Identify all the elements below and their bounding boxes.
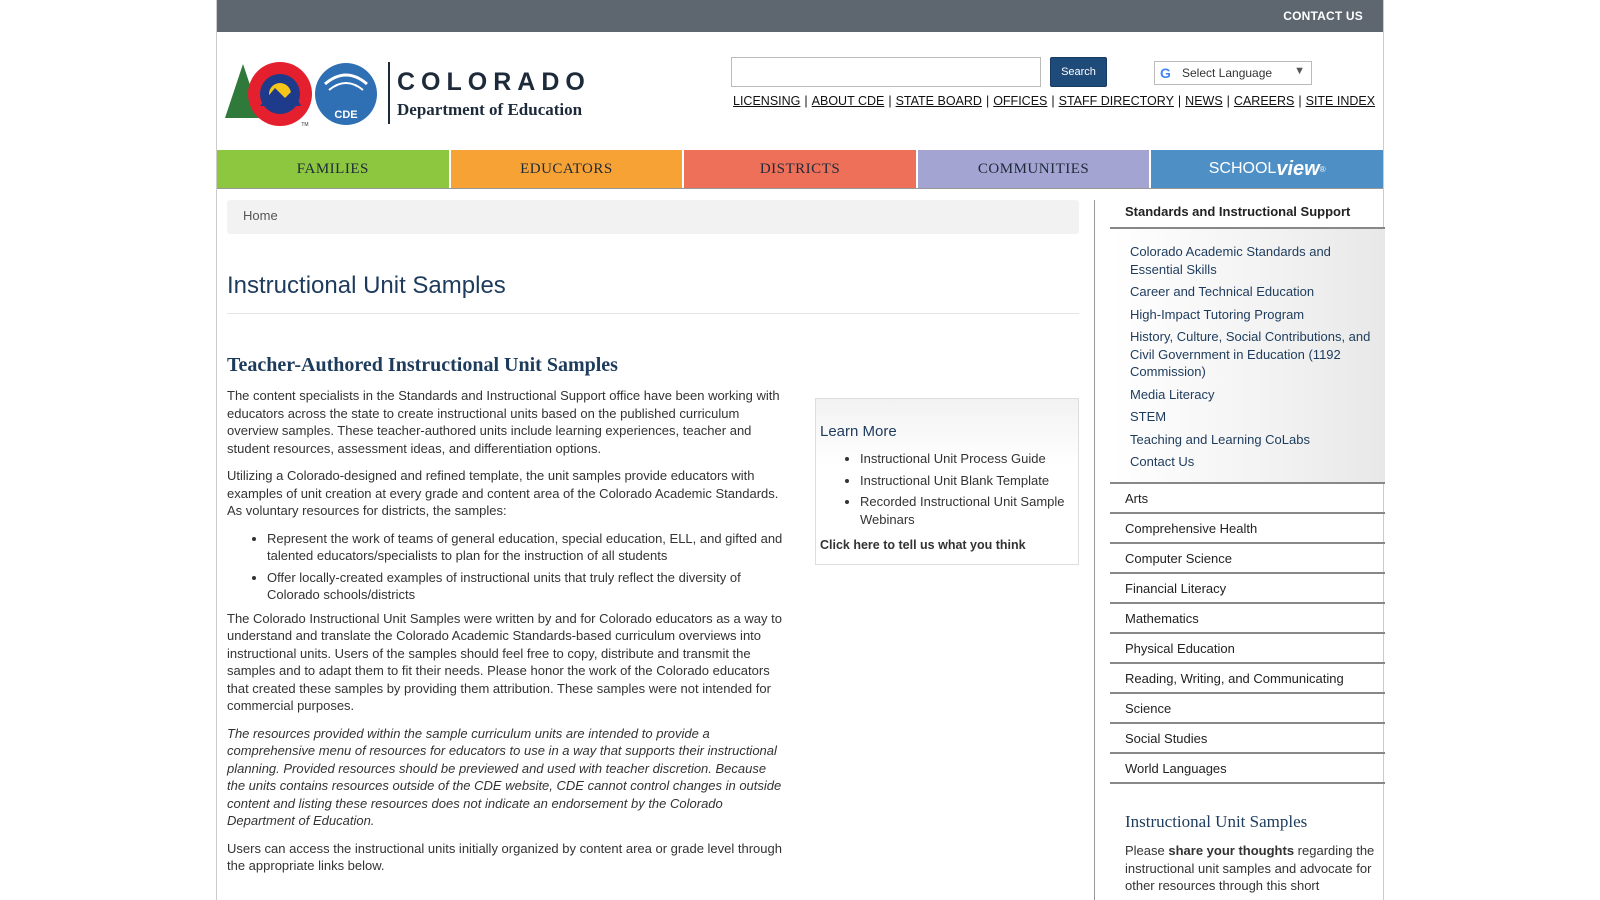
paragraph-usage: The Colorado Instructional Unit Samples were written by and for Colorado educators as a way to understand and translate the Colorado Academic Standards-based curriculum overviews into instructional units. Users of the samples should feel free to copy, distribute and transmit the samples and to adapt them to fit their needs. Please honor the work of the Colorado educators that created these samples by providing them attribution. These samples were not intended for commercial purposes.	[227, 610, 782, 713]
list-item	[860, 472, 1074, 490]
sidebar-item-financial-literacy[interactable]: Financial Literacy	[1110, 574, 1385, 604]
cde-logo[interactable]	[225, 60, 605, 130]
sidebar-sub-contact[interactable]: Contact Us	[1130, 454, 1195, 469]
utility-link-offices[interactable]: OFFICES	[993, 94, 1048, 108]
paragraph-template: Utilizing a Colorado-designed and refined template, the unit samples provide educators with examples of unit creation at every grade and content area of the Colorado Academic Standards. As voluntary resources for districts, the samples:	[227, 468, 779, 518]
sidebar-box-text-after: regarding the instructional unit samples and advocate for other resources through this short	[1125, 843, 1375, 893]
sidebar-item-physical-education[interactable]: Physical Education	[1110, 634, 1385, 664]
sidebar-item-arts[interactable]: Arts	[1110, 484, 1385, 514]
body-text	[227, 387, 785, 885]
nav-tab-educators[interactable]: EDUCATORS	[451, 150, 683, 188]
sidebar-sub-history[interactable]: History, Culture, Social Contributions, and Civil Government in Education (1192 Commission)	[1130, 329, 1371, 379]
process-guide-link[interactable]: Instructional Unit Process Guide	[860, 451, 1046, 466]
search-input[interactable]	[731, 57, 1041, 87]
svg-text:TM: TM	[301, 122, 309, 128]
sidebar-sub-stem[interactable]: STEM	[1130, 409, 1167, 424]
breadcrumb-home[interactable]: Home	[243, 208, 278, 223]
sidebar-item-social-studies[interactable]: Social Studies	[1110, 724, 1385, 754]
google-icon: G	[1160, 65, 1171, 81]
utility-link-site-index[interactable]: SITE INDEX	[1305, 94, 1376, 108]
sidebar-header[interactable]: Standards and Instructional Support	[1110, 200, 1385, 229]
sidebar-item-mathematics[interactable]: Mathematics	[1110, 604, 1385, 634]
svg-text:CDE: CDE	[334, 109, 358, 121]
sidebar-divider	[1094, 200, 1095, 900]
utility-link-state-board[interactable]: STATE BOARD	[895, 94, 982, 108]
sidebar-sub-colabs[interactable]: Teaching and Learning CoLabs	[1130, 431, 1310, 447]
search-button[interactable]: Search	[1050, 57, 1107, 87]
learn-more-list	[860, 450, 1074, 528]
colorado-logo-icon	[225, 60, 385, 130]
nav-tab-communities[interactable]: COMMUNITIES	[918, 150, 1150, 188]
sidebar-sub-tutoring[interactable]: High-Impact Tutoring Program	[1130, 306, 1305, 322]
nav-tab-schoolview[interactable]	[1151, 150, 1383, 188]
language-select[interactable]	[1154, 61, 1312, 85]
learn-more-box	[815, 398, 1079, 565]
list-item	[860, 493, 1074, 528]
logo-colorado: COLORADO	[397, 68, 591, 96]
schoolview-c: ®	[1319, 164, 1326, 174]
breadcrumb	[227, 200, 1079, 234]
share-thoughts-link[interactable]: share your thoughts	[1168, 843, 1295, 858]
sidebar-box-text-before: Please	[1125, 843, 1169, 858]
nav-tab-districts[interactable]: DISTRICTS	[684, 150, 916, 188]
paragraph-access: Users can access the instructional units initially organized by content area or grade level through the appropriate links below.	[227, 840, 782, 873]
sidebar-item-reading[interactable]: Reading, Writing, and Communicating	[1110, 664, 1385, 694]
top-bar	[217, 0, 1383, 32]
page-title: Instructional Unit Samples	[227, 272, 506, 299]
contact-us-link[interactable]: CONTACT US	[1283, 9, 1363, 23]
list-item: • Represent the work of teams of general education, special education, ELL, and gifted and talented educators/specialists to plan for the instruction of all students	[267, 530, 785, 565]
chevron-down-icon: ▼	[1294, 65, 1305, 77]
webinars-link[interactable]: Recorded Instructional Unit Sample Webinars	[860, 494, 1065, 527]
learn-more-title: Learn More	[820, 423, 897, 440]
blank-template-link[interactable]: Instructional Unit Blank Template	[860, 472, 1050, 488]
sidebar-item-world-languages[interactable]: World Languages	[1110, 754, 1385, 784]
logo-department: Department of Education	[397, 100, 583, 119]
sidebar-box-text	[1125, 842, 1375, 895]
sidebar-nav	[1110, 200, 1385, 784]
samples-list	[267, 530, 785, 604]
language-label: Select Language	[1182, 66, 1273, 80]
sidebar-sub-cte[interactable]: Career and Technical Education	[1130, 284, 1315, 299]
main-nav	[217, 150, 1383, 188]
utility-link-licensing[interactable]: LICENSING	[733, 94, 801, 108]
utility-link-about[interactable]: ABOUT CDE	[811, 94, 885, 108]
sidebar-box-title: Instructional Unit Samples	[1125, 812, 1308, 831]
nav-tab-families[interactable]: FAMILIES	[217, 150, 449, 188]
nav-divider	[217, 188, 1383, 189]
page-container	[216, 0, 1384, 900]
sidebar-item-computer-science[interactable]: Computer Science	[1110, 544, 1385, 574]
utility-link-careers[interactable]: CAREERS	[1233, 94, 1295, 108]
paragraph-disclaimer: The resources provided within the sample curriculum units are intended to provide a comprehensive menu of resources for educators to use in a way that supports their instructional planning. Provided resources should be previewed and used with teacher discretion. Because the units contains resources outside of the CDE website, CDE cannot control changes in outside content and listing these resources does not indicate an endorsement by the Colorado Department of Education.	[227, 725, 782, 828]
sidebar-submenu	[1110, 229, 1385, 484]
sidebar-sub-standards[interactable]: Colorado Academic Standards and Essential Skills	[1130, 244, 1331, 277]
title-divider	[227, 313, 1079, 314]
section-heading: Teacher-Authored Instructional Unit Samples	[227, 354, 618, 376]
list-item: • Offer locally-created examples of instructional units that truly reflect the diversity of Colorado schools/districts	[267, 569, 785, 604]
logo-divider	[388, 62, 390, 124]
utility-nav: LICENSING | ABOUT CDE | STATE BOARD | OFFICES | STAFF DIRECTORY | NEWS | CAREERS | SITE INDEX	[733, 94, 1376, 108]
schoolview-a: SCHOOL	[1208, 160, 1277, 177]
schoolview-b: view	[1276, 157, 1320, 180]
paragraph-intro: The content specialists in the Standards and Instructional Support office have been working with educators across the state to create instructional units based on the published curriculum overview samples. These teacher-authored units include learning experiences, teacher and student resources, assessment ideas, and differentiation options.	[227, 388, 780, 456]
utility-link-staff-directory[interactable]: STAFF DIRECTORY	[1058, 94, 1174, 108]
sidebar-item-science[interactable]: Science	[1110, 694, 1385, 724]
utility-link-news[interactable]: NEWS	[1185, 94, 1223, 108]
list-item	[860, 450, 1074, 468]
feedback-link[interactable]: Click here to tell us what you think	[820, 538, 1026, 552]
sidebar-sub-media-literacy[interactable]: Media Literacy	[1130, 386, 1215, 402]
sidebar-item-health[interactable]: Comprehensive Health	[1110, 514, 1385, 544]
